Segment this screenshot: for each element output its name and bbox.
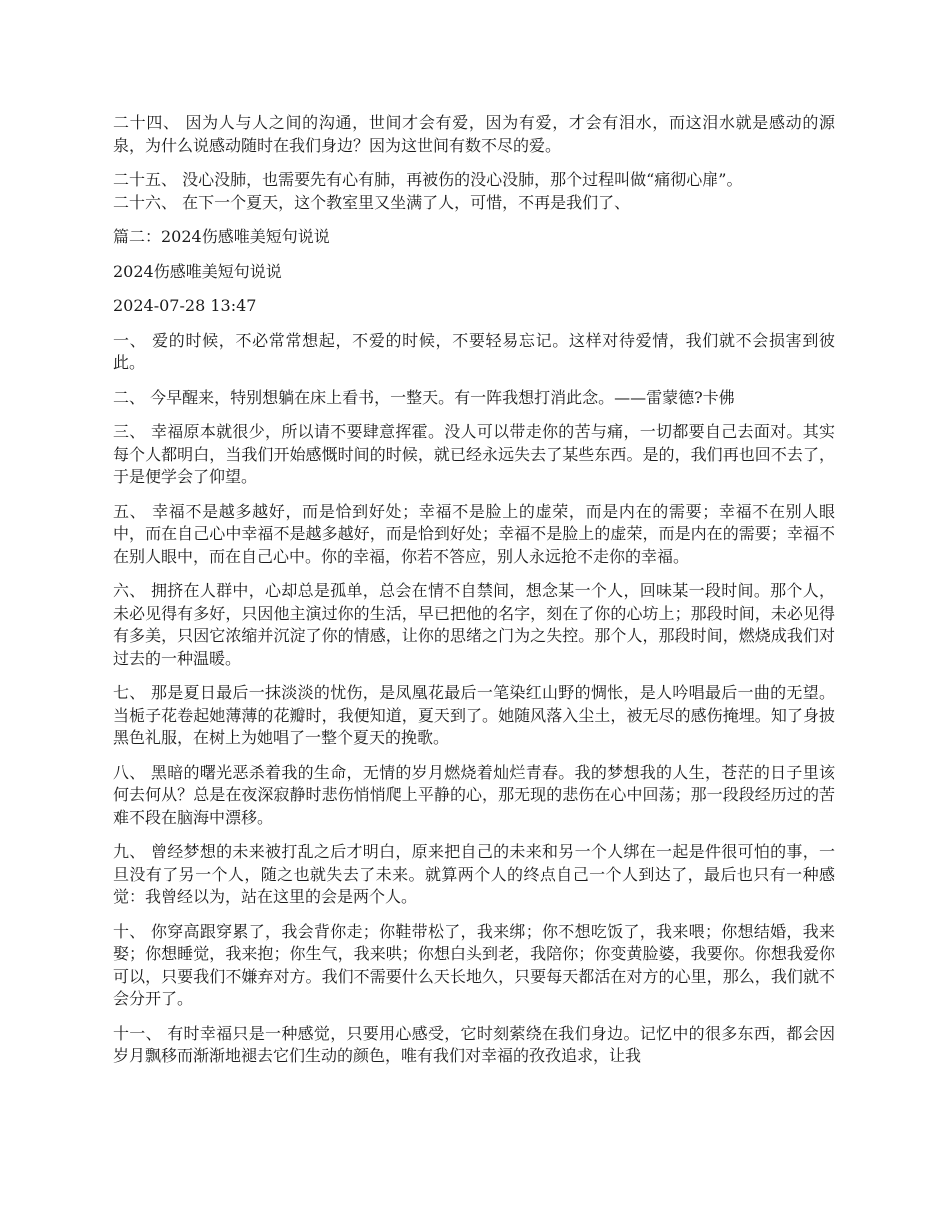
paragraph-10: 十、 你穿高跟穿累了，我会背你走；你鞋带松了，我来绑；你不想吃饭了，我来喂；你想结婚，我来娶；你想睡觉，我来抱；你生气，我来哄；你想白头到老，我陪你；你变黄脸婆，我要你。你想我爱你可以，只要我们不嫌弃对方。我们不需要什么天长地久，只要每天都活在对方的心里，那么，我们就不会分开了。	[113, 921, 835, 1008]
section-heading: 篇二：2024伤感唯美短句说说	[113, 227, 330, 246]
paragraph-2: 二、 今早醒来，特别想躺在床上看书，一整天。有一阵我想打消此念。——雷蒙德?卡佛	[113, 387, 735, 407]
paragraph-1: 一、 爱的时候，不必常常想起，不爱的时候，不要轻易忘记。这样对待爱情，我们就不会损害到彼此。	[113, 330, 835, 372]
paragraph-9: 九、 曾经梦想的未来被打乱之后才明白，原来把自己的未来和另一个人绑在一起是件很可怕的事，一旦没有了另一个人，随之也就失去了未来。就算两个人的终点自己一个人到达了，最后也只有一种感觉：我曾经以为，站在这里的会是两个人。	[113, 842, 835, 906]
article-date: 2024-07-28 13:47	[113, 296, 257, 315]
paragraph-8: 八、 黑暗的曙光恶杀着我的生命，无情的岁月燃烧着灿烂青春。我的梦想我的人生，苍茫的日子里该何去何从？总是在夜深寂静时悲伤悄悄爬上平静的心，那无现的悲伤在心中回荡；那一段段经历过的苦难不段在脑海中漂移。	[113, 762, 835, 827]
paragraph-5: 五、 幸福不是越多越好，而是恰到好处；幸福不是脸上的虚荣，而是内在的需要；幸福不在别人眼中，而在自己心中幸福不是越多越好，而是恰到好处；幸福不是脸上的虚荣，而是内在的需要；幸福不在别人眼中，而在自己心中。你的幸福，你若不答应，别人永远抢不走你的幸福。	[113, 501, 835, 566]
article-title: 2024伤感唯美短句说说	[113, 261, 282, 281]
paragraph-26: 二十六、 在下一个夏天，这个教室里又坐满了人，可惜，不再是我们了、	[113, 192, 631, 212]
paragraph-6: 六、 拥挤在人群中，心却总是孤单，总会在情不自禁间，想念某一个人，回味某一段时间。那个人，未必见得有多好，只因他主演过你的生活，早已把他的名字，刻在了你的心坊上；那段时间，未必见得有多美，只因它浓缩并沉淀了你的情感，让你的思绪之门为之失控。那个人，那段时间，燃烧成我们对过去的一种温暖。	[113, 581, 835, 668]
document-page	[113, 112, 835, 1080]
paragraph-24: 二十四、 因为人与人之间的沟通，世间才会有爱，因为有爱，才会有泪水，而这泪水就是感动的源泉，为什么说感动随时在我们身边？因为这世间有数不尽的爱。	[113, 113, 835, 155]
paragraph-11: 十一、 有时幸福只是一种感觉，只要用心感受，它时刻萦绕在我们身边。记忆中的很多东西，都会因岁月飘移而渐渐地褪去它们生动的颜色，唯有我们对幸福的孜孜追求，让我	[113, 1023, 835, 1065]
paragraph-3: 三、 幸福原本就很少，所以请不要肆意挥霍。没人可以带走你的苦与痛，一切都要自己去面对。其实每个人都明白，当我们开始感慨时间的时候，就已经永远失去了某些东西。是的，我们再也回不去了，于是便学会了仰望。	[113, 422, 835, 486]
paragraph-7: 七、 那是夏日最后一抹淡淡的忧伤，是凤凰花最后一笔染红山野的惆怅，是人吟唱最后一曲的无望。当栀子花卷起她薄薄的花瓣时，我便知道，夏天到了。她随风落入尘土，被无尽的感伤掩埋。知了身披黑色礼服，在树上为她唱了一整个夏天的挽歌。	[113, 683, 835, 747]
paragraph-25: 二十五、 没心没肺，也需要先有心有肺，再被伤的没心没肺，那个过程叫做“痛彻心扉”。	[113, 170, 743, 189]
